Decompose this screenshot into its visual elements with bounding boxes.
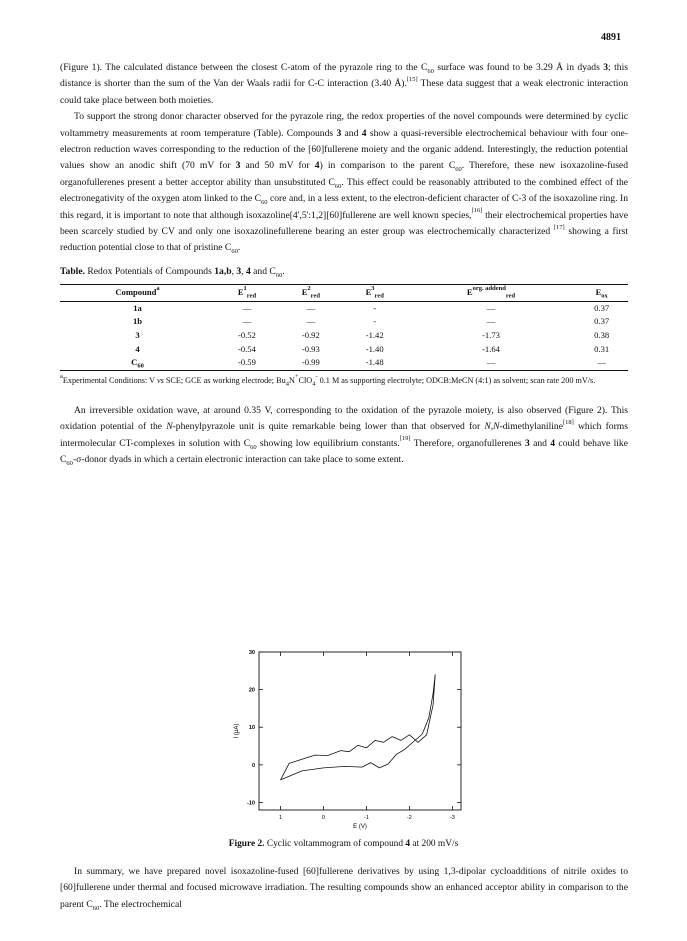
figure-2 (226, 648, 476, 830)
cell-e2: -0.99 (301, 357, 320, 368)
y-axis-label: I (µA) (234, 723, 240, 739)
y-tick-label: 30 (248, 650, 255, 656)
figure-caption: Figure 2. Cyclic voltammogram of compound 4 at 200 mV/s (228, 839, 459, 849)
paragraph-4: In summary, we have prepared novel isoxazoline-fused [60]fullerene derivatives by using 1,3-dipolar cycloadditions of nitrile oxides to [60]fullerene under thermal and focused microwave irradiation. The resulting compounds show an enhanced acceptor ability in comparison to the parent $C_{60}$. The electrochemical (60, 866, 628, 912)
cell-compound: 4 (135, 343, 140, 354)
cell-e1: -0.52 (238, 330, 256, 341)
cell-compound: 1a (133, 302, 142, 313)
y-tick-label: -10 (247, 800, 255, 807)
cell-e3: - (373, 316, 377, 327)
cell-eox: 0.31 (594, 343, 610, 354)
header-compound: Compound$^a$ (115, 285, 160, 298)
series-line (281, 675, 436, 780)
cell-e2: — (306, 302, 316, 313)
paragraph-2: To support the strong donor character observed for the pyrazole ring, the redox properties of the novel compounds were determined by cyclic voltammetry measurements at room temperature (Table). Compounds 3 and 4 show a quasi-reversible electrochemical behaviour with four one-electron reduction waves corresponding to the reduction of the [60]fullerene moiety and the organic addend. Interestingly, the reduction potential values show an anodic shift (70 mV for 3 and 50 mV for 4) in comparison to the parent $C_{60}$. Therefore, these new isoxazoline-fused organofullerenes present a better acceptor ability than unsubstituted $C_{60}$. This effect could be reasonably attributed to the combined effect of the electronegativity of the oxygen atom linked to the $C_{60}$ core and, in a less extent, to the electron-deficient character of C-3 of the isoxazoline ring. In this regard, it is important to note that although isoxazoline[4',5':1,2][60]fullerene are well known species,[16] their electrochemical properties have been scarcely studied by CV and only one isoxazolinefullerene bearing an ester group was electrochemically characterized [17] showing a first reduction potential close to that of pristine $C_{60}$. (60, 111, 628, 256)
main-text (60, 60, 628, 468)
cell-compound: 1b (132, 316, 143, 327)
table-row (60, 315, 628, 329)
table-row (60, 356, 628, 370)
x-tick-label: -1 (364, 815, 369, 821)
cell-e1: — (242, 302, 252, 313)
x-tick-label: 0 (321, 815, 325, 821)
cyclic-voltammogram-chart (226, 648, 476, 830)
cell-eox: — (597, 357, 606, 368)
cell-eorg: -1.73 (482, 330, 500, 341)
header-e2: $E^2_{red}$ (301, 285, 320, 300)
cell-eorg: -1.64 (482, 343, 500, 354)
table-header-row (60, 285, 628, 302)
cell-e3: -1.48 (365, 357, 384, 368)
page-number: 4891 (601, 32, 621, 43)
cell-eox: 0.37 (594, 316, 610, 327)
table-row (60, 343, 628, 357)
summary-text (60, 864, 628, 913)
table-footnote: $^a$Experimental Conditions: V vs SCE; GCE as working electrode; $Bu_4N^+ClO_4^-$ 0.1 M as supporting electrolyte; ODCB:MeCN (4:1) as solvent; scan rate 200 mV/s. (60, 373, 596, 388)
cell-eorg: — (486, 302, 496, 313)
x-tick-label: -2 (406, 815, 412, 821)
cell-e3: -1.40 (365, 343, 384, 354)
y-tick-label: 0 (251, 762, 255, 769)
redox-table (60, 284, 628, 371)
cell-e1: -0.54 (238, 343, 256, 354)
cell-e2: -0.92 (301, 330, 320, 341)
paragraph-3: An irreversible oxidation wave, at around 0.35 V, corresponding to the oxidation of the pyrazole moiety, is also observed (Figure 2). This oxidation potential of the N-phenylpyrazole unit is quite remarkable being lower than that observed for N,N-dimethylaniline[18] which forms intermolecular CT-complexes in solution with $C_{60}$ showing low equilibrium constants.[19] Therefore, organofullerenes 3 and 4 could behave like $C_{60}-\sigma$-donor dyads in which a certain electronic interaction can take place to some extent. (60, 404, 628, 467)
header-eorg: $E^{org. addend}_{red}$ (466, 285, 516, 300)
cell-e1: -0.59 (238, 357, 256, 368)
header-eox: $E_{ox}$ (595, 287, 608, 300)
plot-frame (259, 652, 461, 810)
table-row (60, 329, 628, 343)
y-tick-label: 20 (248, 687, 255, 694)
table-row (60, 301, 628, 315)
header-e1: $E^1_{red}$ (237, 285, 257, 300)
cell-eox: 0.38 (594, 330, 610, 341)
table-caption: Table. Redox Potentials of Compounds 1a,b, 3, 4 and $C_{60}$. (60, 265, 285, 279)
cell-compound: 3 (135, 330, 140, 341)
y-tick-label: 10 (248, 725, 255, 732)
cell-eox: 0.37 (594, 302, 610, 313)
paragraph-1: (Figure 1). The calculated distance between the closest C-atom of the pyrazole ring to the $C_{60}$ surface was found to be 3.29 Å in dyads 3; this distance is shorter than the sum of the Van der Waals radii for C-C interaction (3.40 Å).[15] These data suggest that a weak electronic interaction could take place between both moieties. (60, 62, 629, 106)
cell-compound: $C_{60}$ (131, 357, 144, 370)
x-tick-label: -3 (449, 815, 455, 821)
cell-eorg: — (486, 316, 496, 327)
header-e3: $E^3_{red}$ (365, 285, 384, 300)
cell-e2: — (306, 316, 316, 327)
x-axis-label: E (V) (353, 824, 367, 830)
cell-e3: -1.42 (365, 330, 384, 341)
cell-e2: -0.93 (301, 343, 320, 354)
cell-e3: - (373, 302, 377, 313)
cell-eorg: — (486, 357, 496, 368)
cell-e1: — (242, 316, 252, 327)
x-tick-label: 1 (278, 815, 283, 821)
